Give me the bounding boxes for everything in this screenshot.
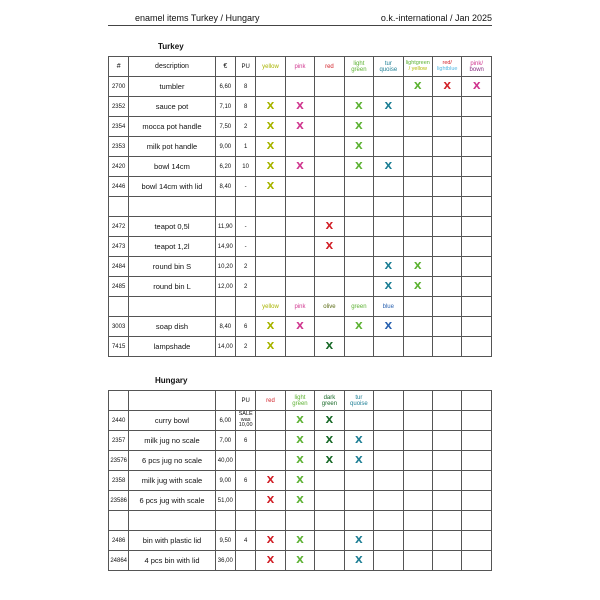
subcol-green: green — [344, 297, 373, 317]
table-row: 2472 teapot 0,5l 11,90 - X — [109, 217, 492, 237]
table-row: 23586 6 pcs jug with scale 51,00 X X — [109, 491, 492, 511]
available-mark: X — [266, 160, 275, 172]
available-mark: X — [355, 120, 363, 132]
table-row: 2446 bowl 14cm with lid 8,40 - X — [109, 177, 492, 197]
available-mark: X — [355, 140, 363, 152]
available-mark: X — [413, 80, 422, 92]
available-mark: X — [266, 180, 275, 192]
available-mark: X — [355, 320, 363, 332]
table-row: 2353 milk pot handle 9,00 1 X X — [109, 137, 492, 157]
subcol-olive: olive — [315, 297, 344, 317]
header-rule — [108, 25, 492, 26]
table-row: 2486 bin with plastic lid 9,50 4 X X X — [109, 531, 492, 551]
available-mark: X — [266, 474, 275, 486]
available-mark: X — [266, 140, 275, 152]
available-mark: X — [296, 120, 304, 132]
available-mark: X — [443, 80, 452, 92]
subcol-blue: blue — [374, 297, 403, 317]
col-turquoise: tur quoise — [344, 391, 373, 411]
available-mark: X — [296, 160, 304, 172]
available-mark: X — [325, 434, 334, 446]
table-row: 24864 4 pcs bin with lid 36,00 X X X — [109, 551, 492, 571]
section-title-hungary: Hungary — [155, 376, 188, 385]
available-mark: X — [296, 534, 304, 546]
available-mark: X — [266, 534, 275, 546]
available-mark: X — [266, 120, 275, 132]
table-row: 2358 milk jug with scale 9,00 6 X X — [109, 471, 492, 491]
col-darkgreen: dark green — [315, 391, 344, 411]
col-description: description — [129, 57, 215, 77]
col-pink-brown: pink/ bown — [462, 57, 492, 77]
available-mark: X — [325, 414, 334, 426]
available-mark: X — [384, 280, 393, 292]
available-mark: X — [472, 80, 481, 92]
doc-company-date: o.k.-international / Jan 2025 — [380, 13, 492, 23]
table-row: 2440 curry bowl 6,00 SALE was 10,00 X X — [109, 411, 492, 431]
available-mark: X — [355, 160, 363, 172]
available-mark: X — [355, 534, 363, 546]
available-mark: X — [355, 454, 363, 466]
available-mark: X — [384, 160, 393, 172]
col-lightgreen: light green — [285, 391, 314, 411]
available-mark: X — [296, 494, 304, 506]
available-mark: X — [296, 434, 304, 446]
available-mark: X — [266, 320, 275, 332]
col-turquoise: tur quoise — [374, 57, 403, 77]
available-mark: X — [413, 280, 422, 292]
available-mark: X — [325, 340, 334, 352]
table-row: 3003 soap dish 8,40 6 X X X X — [109, 317, 492, 337]
table-row: 2420 bowl 14cm 6,20 10 X X X X — [109, 157, 492, 177]
available-mark: X — [325, 220, 334, 232]
col-pink: pink — [285, 57, 314, 77]
available-mark: X — [296, 554, 304, 566]
available-mark: X — [296, 100, 304, 112]
table-row: 2485 round bin L 12,00 2 X X — [109, 277, 492, 297]
blank-row — [109, 511, 492, 531]
doc-title: enamel items Turkey / Hungary — [135, 13, 260, 23]
turkey-table — [108, 56, 492, 357]
col-pu: PU — [235, 391, 255, 411]
col-red: red — [256, 391, 285, 411]
sale-note: SALE was 10,00 — [235, 411, 255, 431]
col-lightgreen-yellow: lightgreen / yellow — [403, 57, 432, 77]
available-mark: X — [355, 434, 363, 446]
available-mark: X — [266, 100, 275, 112]
available-mark: X — [296, 414, 304, 426]
col-red: red — [315, 57, 344, 77]
table-row: 2473 teapot 1,2l 14,90 - X — [109, 237, 492, 257]
available-mark: X — [325, 454, 334, 466]
section-title-turkey: Turkey — [158, 42, 184, 51]
col-pu: PU — [235, 57, 255, 77]
table-header-row — [109, 57, 492, 77]
available-mark: X — [266, 494, 275, 506]
available-mark: X — [355, 554, 363, 566]
col-price: € — [215, 57, 235, 77]
hungary-table — [108, 390, 492, 571]
col-number: # — [109, 57, 129, 77]
available-mark: X — [384, 320, 393, 332]
available-mark: X — [296, 474, 304, 486]
table-header-row — [109, 391, 492, 411]
available-mark: X — [384, 100, 393, 112]
available-mark: X — [296, 320, 304, 332]
table-subheader-row — [109, 297, 492, 317]
col-red-lightblue: red/ lightblue — [433, 57, 462, 77]
available-mark: X — [266, 340, 275, 352]
table-row: 2352 sauce pot 7,10 8 X X X X — [109, 97, 492, 117]
subcol-yellow: yellow — [256, 297, 285, 317]
table-row: 23576 6 pcs jug no scale 40,00 X X X — [109, 451, 492, 471]
subcol-pink: pink — [285, 297, 314, 317]
table-row: 7415 lampshade 14,00 2 X X — [109, 337, 492, 357]
table-row: 2357 milk jug no scale 7,00 6 X X X — [109, 431, 492, 451]
available-mark: X — [355, 100, 363, 112]
table-row: 2700 tumbler 6,60 8 X X X — [109, 77, 492, 97]
blank-row — [109, 197, 492, 217]
col-lightgreen: light green — [344, 57, 373, 77]
available-mark: X — [413, 260, 422, 272]
available-mark: X — [325, 240, 334, 252]
table-row: 2484 round bin S 10,20 2 X X — [109, 257, 492, 277]
available-mark: X — [384, 260, 393, 272]
available-mark: X — [296, 454, 304, 466]
col-yellow: yellow — [256, 57, 285, 77]
available-mark: X — [266, 554, 275, 566]
table-row: 2354 mocca pot handle 7,50 2 X X X — [109, 117, 492, 137]
